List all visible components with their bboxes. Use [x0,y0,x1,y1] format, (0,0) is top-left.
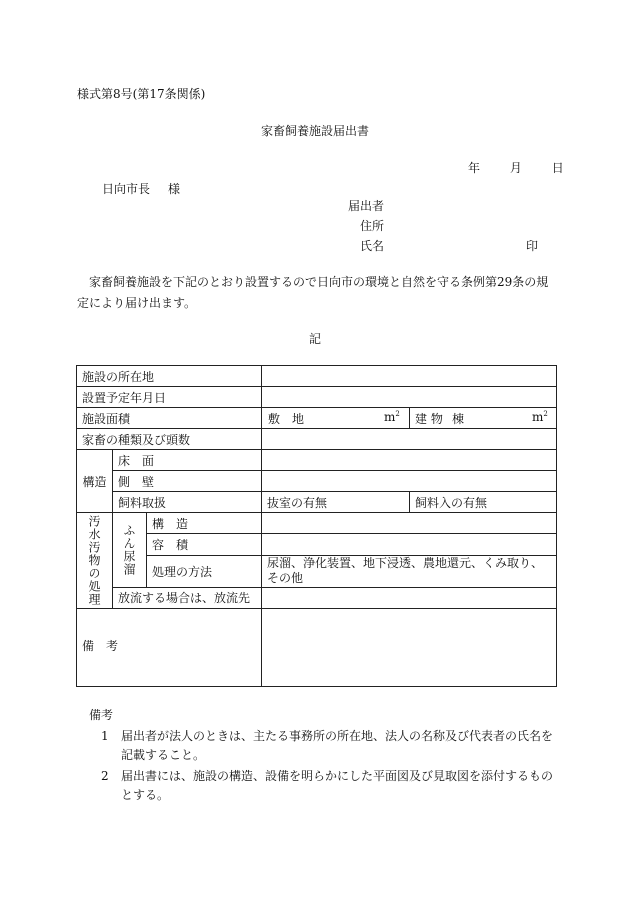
notes-section [89,706,559,805]
building-label: 建 物 [415,412,443,426]
applicant-block [348,196,548,256]
date-month-label: 月 [509,161,522,175]
ki-heading: 記 [308,332,321,346]
side-wall-label: 側 壁 [113,471,262,492]
note-text: 届出書には、施設の構造、設備を明らかにした平面図及び見取図を添付するものとする。 [121,769,554,802]
table-row [77,366,557,387]
tank-structure-label: 構 造 [147,513,262,534]
date-line [468,159,564,176]
site-label: 敷 地 [268,412,305,426]
building-area-unit: $m^2$ [532,410,548,424]
floor-value[interactable] [262,450,557,471]
site-area-unit: $m^2$ [384,410,400,424]
planned-date-label: 設置予定年月日 [77,387,262,408]
discharge-value[interactable] [262,587,557,608]
livestock-value[interactable] [262,429,557,450]
body-text: 家畜飼養施設を下記のとおり設置するので日向市の環境と自然を守る条例第29条の規定により届け出ます。 [77,275,549,310]
treatment-options: 尿溜、浄化装置、地下浸透、農地還元、くみ取り、その他 [262,555,557,587]
treatment-method-label: 処理の方法 [147,555,262,587]
facility-area-label: 施設面積 [77,408,262,429]
manure-tank-label: ふん尿溜 [113,513,147,588]
location-label: 施設の所在地 [77,366,262,387]
notes-heading: 備考 [89,708,114,722]
location-value[interactable] [262,366,557,387]
note-item [89,727,559,765]
addressee-name: 日向市長 [102,182,151,196]
ridge-label: 棟 [452,412,465,426]
floor-label: 床 面 [113,450,262,471]
side-wall-value[interactable] [262,471,557,492]
table-row [77,555,557,587]
capacity-label: 容 積 [147,534,262,555]
table-row [77,450,557,471]
table-row [77,429,557,450]
table-row [77,609,557,687]
applicant-address-label: 住所 [360,219,385,233]
note-number: 1 [101,729,109,743]
facility-form-table [76,365,557,687]
capacity-value[interactable] [262,534,557,555]
planned-date-value[interactable] [262,387,557,408]
table-row [77,587,557,608]
livestock-label: 家畜の種類及び頭数 [77,429,262,450]
applicant-name-row [348,236,548,256]
note-number: 2 [101,769,109,783]
addressee [102,180,180,197]
wastewater-label: 汚水汚物の処理 [77,513,113,609]
note-item [89,767,559,805]
seal-mark: 印 [525,239,538,253]
tank-structure-value[interactable] [262,513,557,534]
feed-handling-label: 飼料取扱 [113,492,262,513]
note-text: 届出者が法人のときは、主たる事務所の所在地、法人の名称及び代表者の氏名を記載すること。 [121,729,554,762]
addressee-honorific: 様 [168,182,181,196]
table-row [77,513,557,534]
discharge-label: 放流する場合は、放流先 [113,587,262,608]
table-row [77,387,557,408]
date-day-label: 日 [551,161,564,175]
document-title: 家畜飼養施設届出書 [260,124,369,138]
form-number: 様式第8号(第17条関係) [77,87,206,101]
applicant-label: 届出者 [348,199,385,213]
date-year-label: 年 [468,161,481,175]
table-row [77,408,557,429]
feed-input-option: 飼料入の有無 [410,492,557,513]
table-row [77,534,557,555]
ventilation-option: 抜室の有無 [262,492,410,513]
table-row [77,492,557,513]
site-area-cell[interactable] [262,408,410,429]
applicant-name-label: 氏名 [360,239,385,253]
structure-label: 構造 [77,450,113,513]
remarks-label: 備 考 [77,609,262,687]
table-row [77,471,557,492]
remarks-value[interactable] [262,609,557,687]
building-area-cell[interactable] [410,408,557,429]
